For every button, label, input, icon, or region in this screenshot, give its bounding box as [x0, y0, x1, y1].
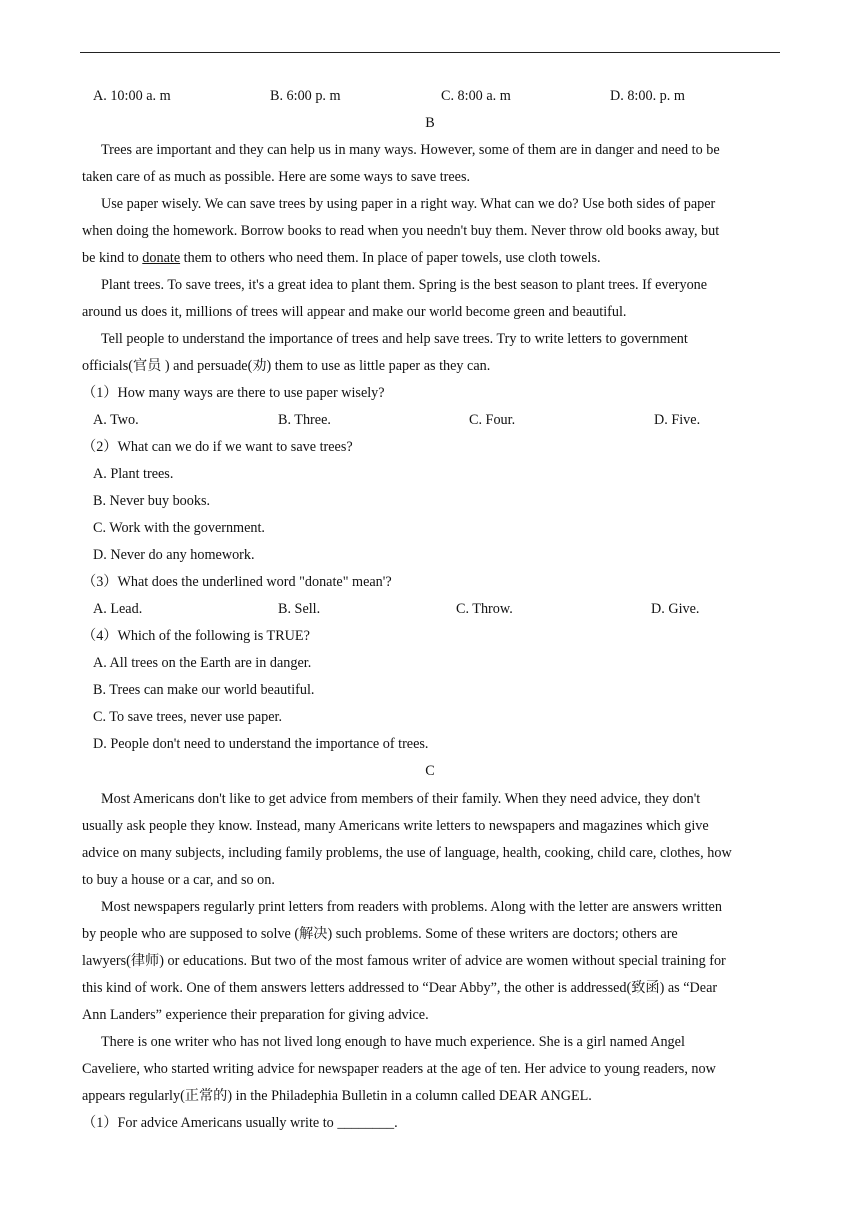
b-q2-option-a: A. Plant trees. — [93, 466, 174, 482]
c-question-1: （1）For advice Americans usually write to ________. — [82, 1115, 398, 1131]
c-paragraph-2-line-2: by people who are supposed to solve (解决) such problems. Some of these writers are doctors; others are — [82, 926, 678, 942]
c-paragraph-1-line-2: usually ask people they know. Instead, many Americans write letters to newspapers and magazines which give — [82, 818, 709, 834]
c-paragraph-1-line-3: advice on many subjects, including family problems, the use of language, health, cooking, child care, clothes, how — [82, 845, 732, 861]
c-paragraph-2-line-5: Ann Landers” experience their preparation for giving advice. — [82, 1007, 429, 1023]
section-b-heading: B — [425, 115, 435, 131]
c-paragraph-1-line-1: Most Americans don't like to get advice from members of their family. When they need advice, they don't — [101, 791, 701, 807]
b-q3-option-c: C. Throw. — [456, 601, 513, 617]
c-paragraph-1-line-4: to buy a house or a car, and so on. — [82, 872, 275, 888]
b-q1-option-b: B. Three. — [278, 412, 331, 428]
b-paragraph-4-line-1: Tell people to understand the importance of trees and help save trees. Try to write letters to government — [101, 331, 688, 347]
text-run: be kind to — [82, 250, 143, 266]
prev-option-d: D. 8:00. p. m — [610, 88, 685, 104]
b-paragraph-3-line-2: around us does it, millions of trees will appear and make our world become green and beautiful. — [82, 304, 627, 320]
c-paragraph-2-line-1: Most newspapers regularly print letters from readers with problems. Along with the letter are answers written — [101, 899, 722, 915]
prev-option-a: A. 10:00 a. m — [93, 88, 171, 104]
b-paragraph-1-line-2: taken care of as much as possible. Here are some ways to save trees. — [82, 169, 471, 185]
b-q2-option-d: D. Never do any homework. — [93, 547, 255, 563]
b-q1-option-c: C. Four. — [469, 412, 516, 428]
header-rule — [80, 52, 780, 53]
b-paragraph-4-line-2: officials(官员 ) and persuade(劝) them to use as little paper as they can. — [82, 358, 491, 374]
section-c-heading: C — [425, 763, 435, 779]
b-q3-option-d: D. Give. — [651, 601, 700, 617]
b-q4-option-d: D. People don't need to understand the importance of trees. — [93, 736, 429, 752]
b-paragraph-2-line-1: Use paper wisely. We can save trees by using paper in a right way. What can we do? Use both sides of paper — [101, 196, 716, 212]
b-paragraph-1-line-1: Trees are important and they can help us in many ways. However, some of them are in danger and need to be — [101, 142, 720, 158]
b-q4-option-c: C. To save trees, never use paper. — [93, 709, 283, 725]
b-q4-option-b: B. Trees can make our world beautiful. — [93, 682, 315, 698]
prev-option-c: C. 8:00 a. m — [441, 88, 511, 104]
c-paragraph-2-line-4: this kind of work. One of them answers letters addressed to “Dear Abby”, the other is addressed(致函) as “Dear — [82, 980, 718, 996]
b-q3-option-a: A. Lead. — [93, 601, 143, 617]
c-paragraph-2-line-3: lawyers(律师) or educations. But two of the most famous writer of advice are women without special training for — [82, 953, 726, 969]
b-paragraph-2-line-3 — [82, 248, 782, 268]
c-paragraph-3-line-1: There is one writer who has not lived long enough to have much experience. She is a girl named Angel — [101, 1034, 685, 1050]
b-paragraph-3-line-1: Plant trees. To save trees, it's a great idea to plant them. Spring is the best season to plant trees. If everyone — [101, 277, 708, 293]
b-question-2: （2）What can we do if we want to save trees? — [82, 439, 353, 455]
b-paragraph-2-line-2: when doing the homework. Borrow books to read when you needn't buy them. Never throw old books away, but — [82, 223, 720, 239]
b-q3-option-b: B. Sell. — [278, 601, 321, 617]
b-q4-option-a: A. All trees on the Earth are in danger. — [93, 655, 312, 671]
b-question-1: （1）How many ways are there to use paper wisely? — [82, 385, 385, 401]
b-q2-option-b: B. Never buy books. — [93, 493, 211, 509]
b-q1-option-d: D. Five. — [654, 412, 701, 428]
b-q2-option-c: C. Work with the government. — [93, 520, 265, 536]
underlined-word-donate: donate — [142, 250, 181, 266]
c-paragraph-3-line-3: appears regularly(正常的) in the Philadephia Bulletin in a column called DEAR ANGEL. — [82, 1088, 592, 1104]
text-run: them to others who need them. In place of paper towels, use cloth towels. — [180, 250, 601, 266]
b-question-4: （4）Which of the following is TRUE? — [82, 628, 310, 644]
c-paragraph-3-line-2: Caveliere, who started writing advice for newspaper readers at the age of ten. Her advice to young readers, now — [82, 1061, 716, 1077]
prev-option-b: B. 6:00 p. m — [270, 88, 341, 104]
b-q1-option-a: A. Two. — [93, 412, 139, 428]
b-question-3: （3）What does the underlined word "donate" mean'? — [82, 574, 392, 590]
